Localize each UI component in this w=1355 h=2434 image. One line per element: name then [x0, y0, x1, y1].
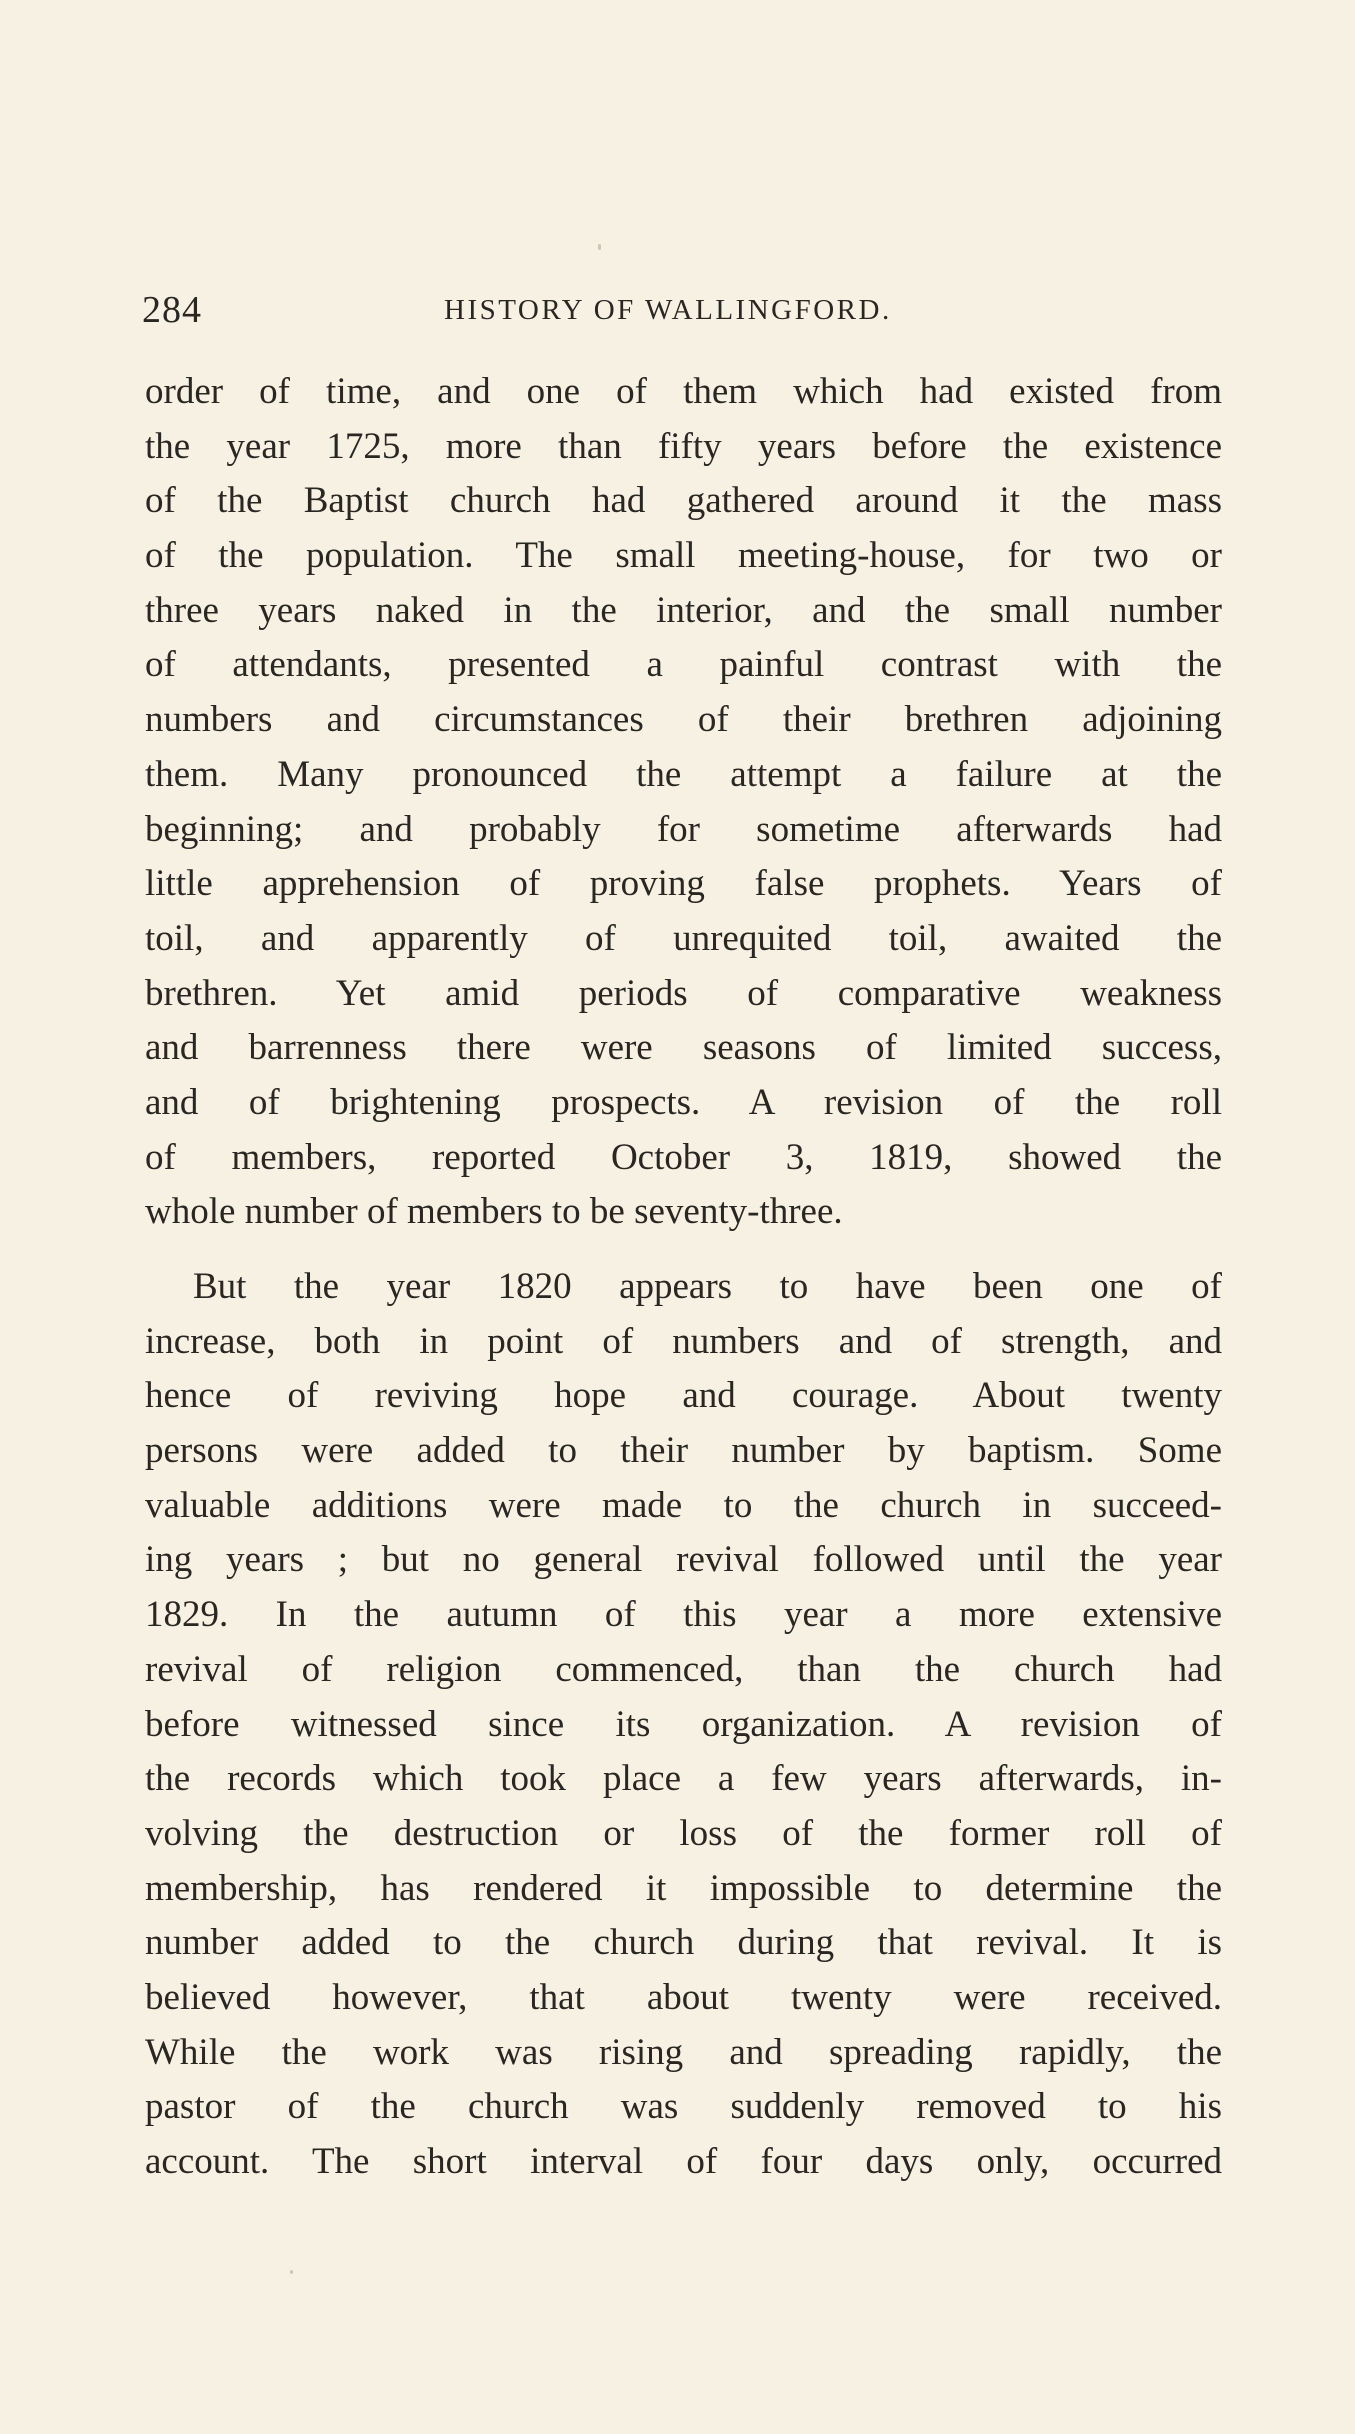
text-line: the records which took place a few years afterwards, in- — [145, 1758, 1222, 1800]
text-line: hence of reviving hope and courage. About twenty — [145, 1375, 1222, 1417]
text-line: whole number of members to be seventy-three. — [145, 1191, 843, 1233]
page-number: 284 — [142, 289, 202, 331]
text-line: toil, and apparently of unrequited toil, awaited the — [145, 917, 1222, 959]
text-line: brethren. Yet amid periods of comparative weakness — [145, 972, 1222, 1014]
text-line: and of brightening prospects. A revision of the roll — [145, 1081, 1222, 1123]
text-line: account. The short interval of four days only, occurred — [145, 2141, 1222, 2182]
text-line: and barrenness there were seasons of limited success, — [145, 1027, 1222, 1069]
text-line: before witnessed since its organization. A revision of — [145, 1703, 1222, 1745]
text-line: three years naked in the interior, and the small number — [145, 589, 1222, 631]
text-line: valuable additions were made to the church in succeed- — [145, 1484, 1222, 1526]
text-line: the year 1725, more than fifty years before the existence — [145, 425, 1222, 467]
text-line: number added to the church during that revival. It is — [145, 1922, 1222, 1964]
text-line: of the Baptist church had gathered around it the mass — [145, 480, 1222, 522]
paragraph — [145, 1260, 1222, 2190]
text-line: believed however, that about twenty were received. — [145, 1976, 1222, 2018]
text-line: But the year 1820 appears to have been one of — [193, 1266, 1222, 1307]
paragraph — [145, 365, 1222, 1240]
paper-speck — [290, 2270, 293, 2274]
text-line: little apprehension of proving false prophets. Years of — [145, 863, 1222, 905]
text-line: membership, has rendered it impossible to determine the — [145, 1867, 1222, 1909]
text-line: beginning; and probably for sometime afterwards had — [145, 808, 1222, 850]
text-line: of the population. The small meeting-house, for two or — [145, 535, 1222, 577]
body-text — [145, 365, 1222, 2190]
text-line: ing years ; but no general revival followed until the year — [145, 1539, 1222, 1581]
text-line: persons were added to their number by baptism. Some — [145, 1430, 1222, 1472]
text-line: of members, reported October 3, 1819, showed the — [145, 1136, 1222, 1178]
paragraph-gap — [145, 1240, 1222, 1260]
paper-speck — [598, 244, 601, 250]
running-head — [142, 288, 1222, 336]
text-line: order of time, and one of them which had existed from — [145, 371, 1222, 412]
text-line: increase, both in point of numbers and of strength, and — [145, 1320, 1222, 1362]
text-line: 1829. In the autumn of this year a more extensive — [145, 1594, 1222, 1636]
text-line: revival of religion commenced, than the church had — [145, 1648, 1222, 1690]
text-line: them. Many pronounced the attempt a failure at the — [145, 753, 1222, 795]
text-line: While the work was rising and spreading rapidly, the — [145, 2031, 1222, 2073]
text-line: volving the destruction or loss of the former roll of — [145, 1812, 1222, 1854]
text-line: numbers and circumstances of their brethren adjoining — [145, 699, 1222, 741]
text-line: pastor of the church was suddenly removed to his — [145, 2086, 1222, 2128]
text-line: of attendants, presented a painful contrast with the — [145, 644, 1222, 686]
running-title: HISTORY OF WALLINGFORD. — [444, 294, 892, 326]
